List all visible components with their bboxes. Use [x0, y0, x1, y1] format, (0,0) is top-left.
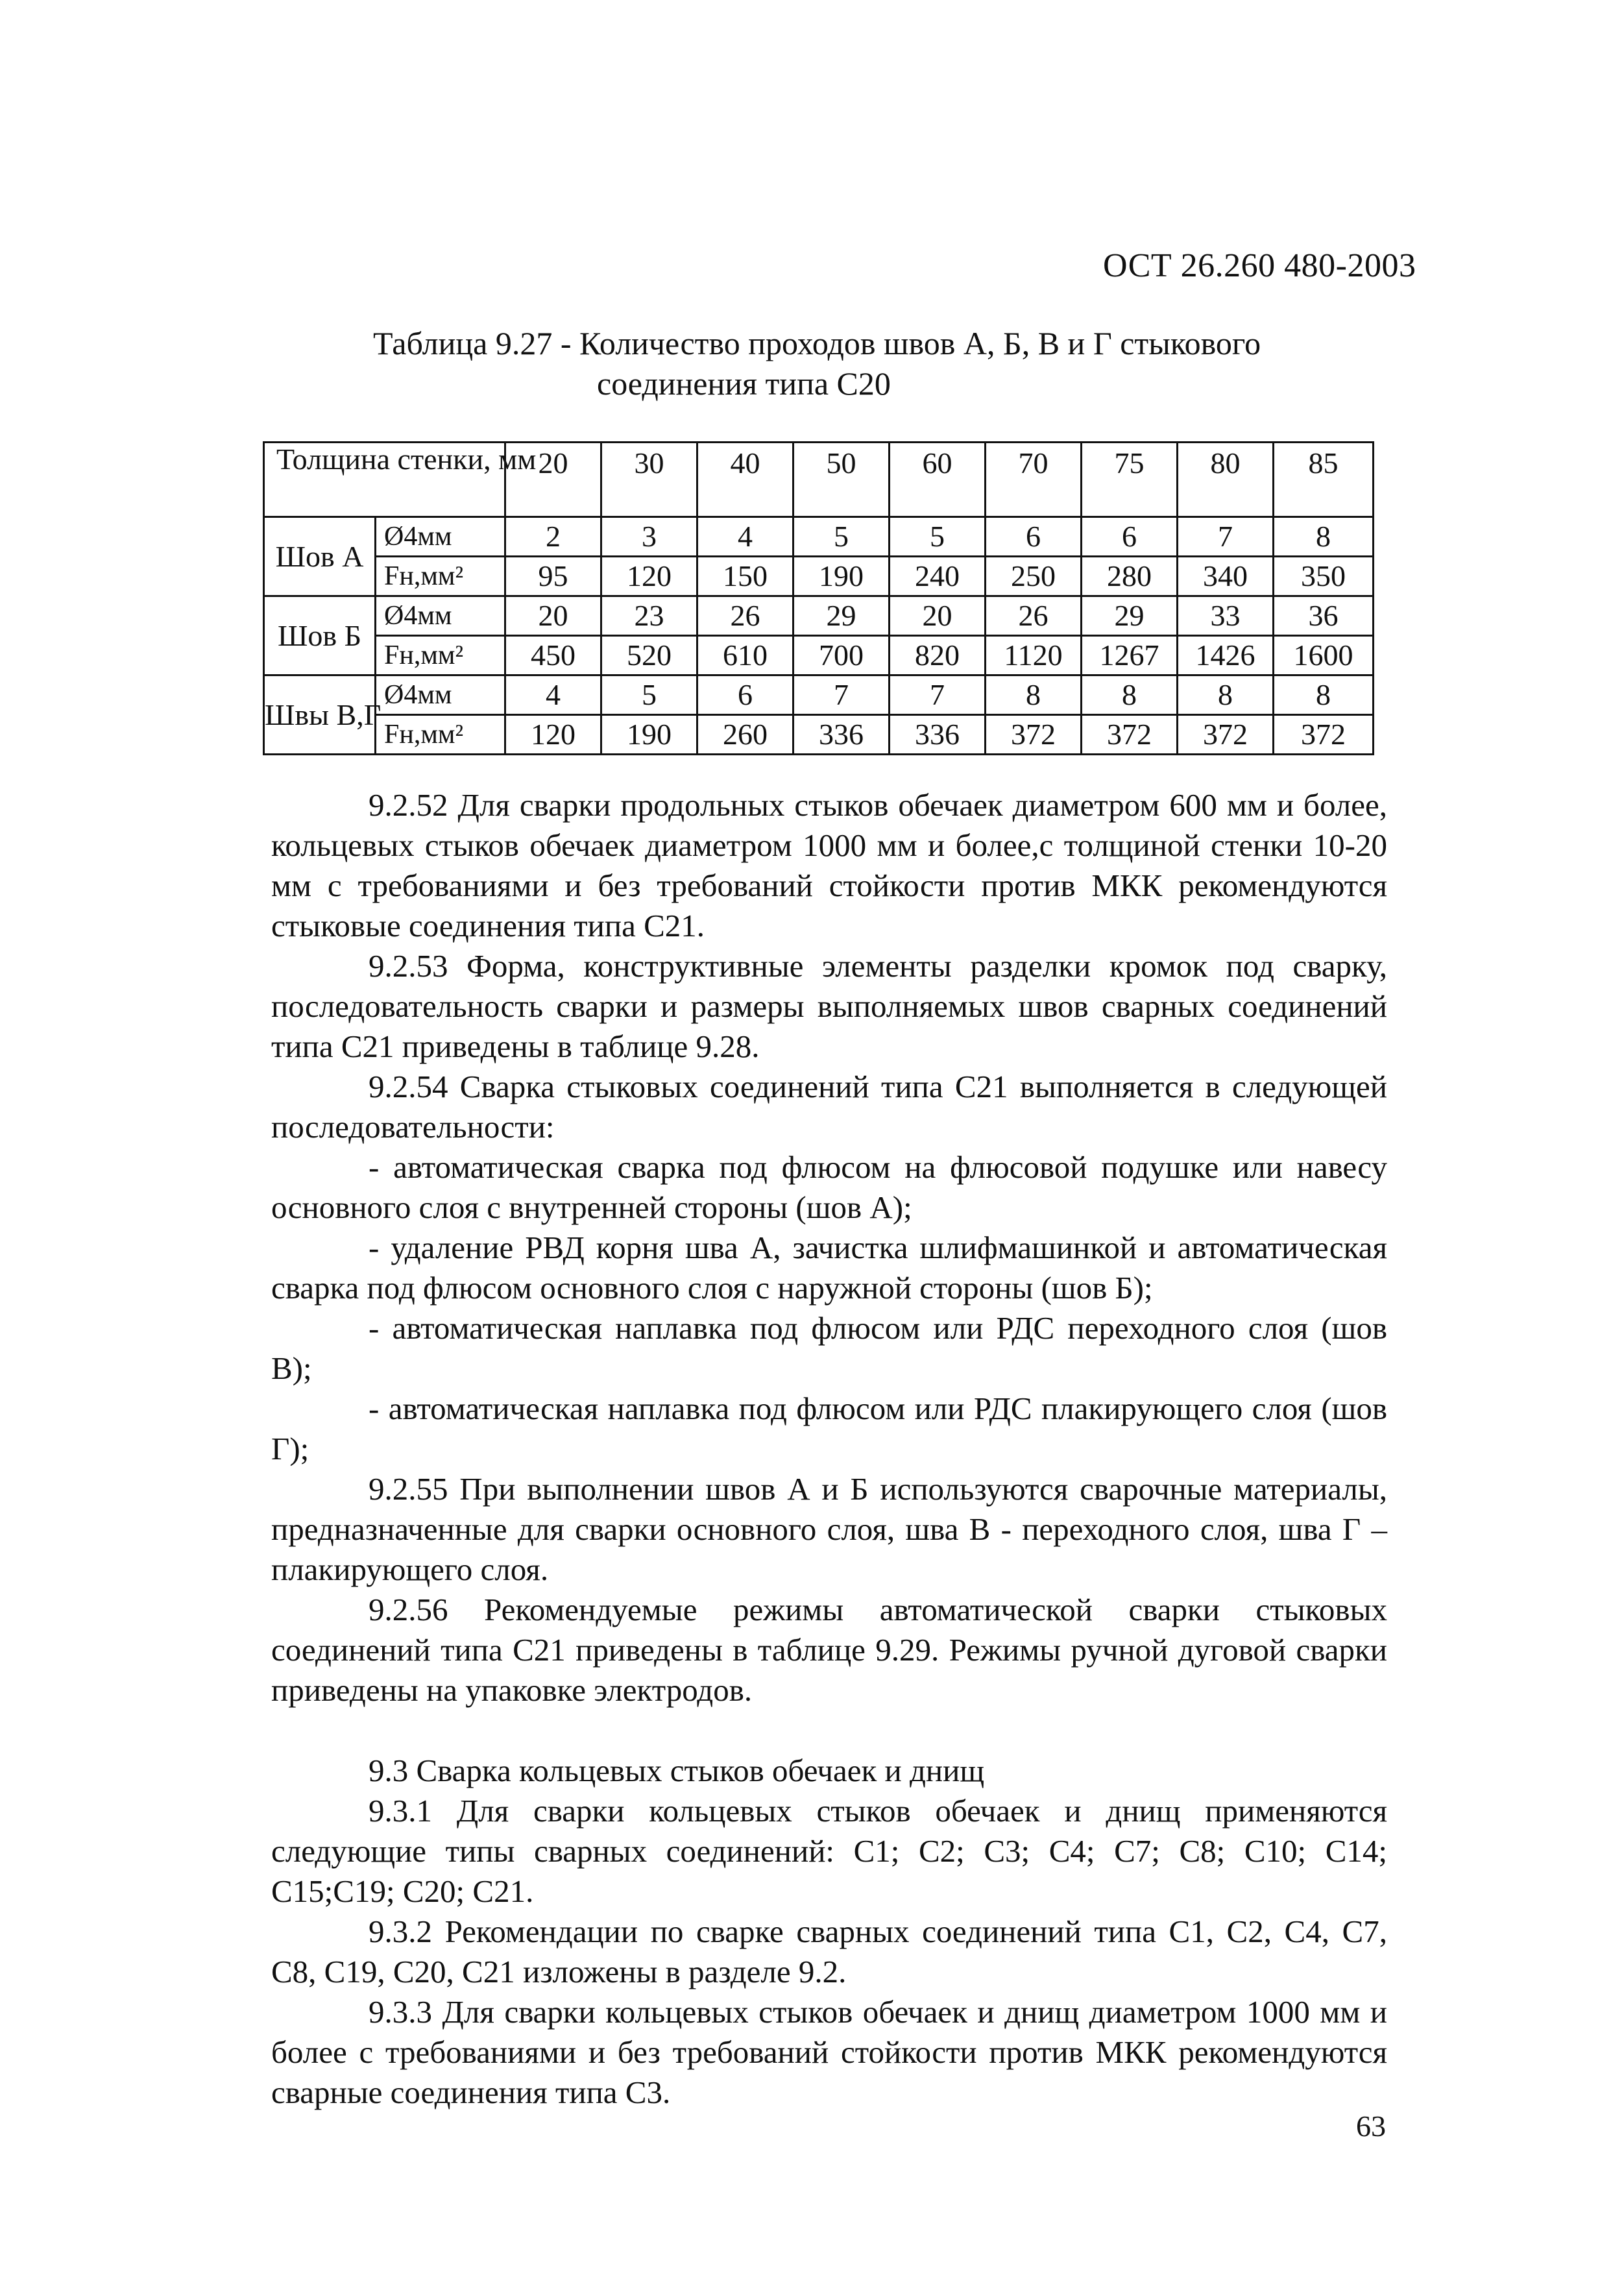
table-cell: 20	[505, 596, 601, 636]
table-row	[264, 636, 1374, 675]
table-cell: 2	[505, 517, 601, 557]
table-cell: 250	[986, 557, 1082, 596]
table-cell: 95	[505, 557, 601, 596]
paragraph-9-2-54: 9.2.54 Сварка стыковых соединений типа С21 выполняется в следующей последовательности:	[271, 1069, 1387, 1145]
paragraph-9-2-56: 9.2.56 Рекомендуемые режимы автоматической сварки стыковых соединений типа С21 приведены в таблице 9.29. Режимы ручной дуговой сварки приведены на упаковке электродов.	[271, 1592, 1387, 1708]
table-cell: 610	[697, 636, 794, 675]
table-cell: 372	[1178, 715, 1274, 755]
table-cell: 4	[505, 675, 601, 715]
thickness-value: 85	[1274, 443, 1374, 517]
table-caption	[373, 323, 1261, 404]
row-sub-label: Ø4мм	[376, 675, 505, 715]
table-cell: 1120	[986, 636, 1082, 675]
corner-label: Толщина стенки, мм	[264, 443, 505, 517]
table-row	[264, 715, 1374, 755]
table-cell: 260	[697, 715, 794, 755]
paragraph-9-3-1: 9.3.1 Для сварки кольцевых стыков обечаек и днищ применяются следующие типы сварных соединений: С1; С2; С3; С4; С7; С8; С10; С14; С15;С19; С20; С21.	[271, 1793, 1387, 1909]
table-cell: 336	[890, 715, 986, 755]
list-item: - автоматическая сварка под флюсом на флюсовой подушке или навесу основного слоя с внутренней стороны (шов А);	[271, 1149, 1387, 1225]
table-cell: 7	[794, 675, 890, 715]
table-cell: 372	[1082, 715, 1178, 755]
row-sub-label: Ø4мм	[376, 596, 505, 636]
list-item: - автоматическая наплавка под флюсом или РДС плакирующего слоя (шов Г);	[271, 1391, 1387, 1466]
table-cell: 8	[1274, 517, 1374, 557]
thickness-value: 70	[986, 443, 1082, 517]
table-cell: 26	[697, 596, 794, 636]
section-heading-9-3: 9.3 Сварка кольцевых стыков обечаек и днищ	[369, 1753, 985, 1788]
table-cell: 29	[1082, 596, 1178, 636]
table-row	[264, 517, 1374, 557]
table-row	[264, 557, 1374, 596]
table-cell: 36	[1274, 596, 1374, 636]
thickness-value: 20	[505, 443, 601, 517]
document-code: ОСТ 26.260 480-2003	[1103, 247, 1416, 284]
table-cell: 1267	[1082, 636, 1178, 675]
table-cell: 33	[1178, 596, 1274, 636]
table-cell: 336	[794, 715, 890, 755]
table-cell: 8	[1082, 675, 1178, 715]
table-cell: 350	[1274, 557, 1374, 596]
table-cell: 3	[601, 517, 697, 557]
table-cell: 150	[697, 557, 794, 596]
table-cell: 29	[794, 596, 890, 636]
table-cell: 23	[601, 596, 697, 636]
table-cell: 5	[601, 675, 697, 715]
table-cell: 280	[1082, 557, 1178, 596]
table-cell: 240	[890, 557, 986, 596]
table-cell: 190	[601, 715, 697, 755]
thickness-value: 40	[697, 443, 794, 517]
table-cell: 190	[794, 557, 890, 596]
table-cell: 700	[794, 636, 890, 675]
paragraph-9-2-52: 9.2.52 Для сварки продольных стыков обечаек диаметром 600 мм и более, кольцевых стыков обечаек диаметром 1000 мм и более,с толщиной стенки 10-20 мм с требованиями и без требований стойкости против МКК рекомендуются стыковые соединения типа С21.	[271, 787, 1387, 943]
body-text	[271, 785, 1387, 2113]
table-cell: 6	[697, 675, 794, 715]
table-row	[264, 675, 1374, 715]
table-cell: 372	[986, 715, 1082, 755]
table-cell: 520	[601, 636, 697, 675]
row-sub-label: Fн,мм²	[376, 557, 505, 596]
table-caption-line2: соединения типа С20	[597, 365, 891, 402]
list-item: - автоматическая наплавка под флюсом или РДС переходного слоя (шов В);	[271, 1310, 1387, 1386]
paragraph-9-2-55: 9.2.55 При выполнении швов А и Б используются сварочные материалы, предназначенные для сварки основного слоя, шва В - переходного слоя, шва Г – плакирующего слоя.	[271, 1471, 1387, 1587]
table-cell: 6	[1082, 517, 1178, 557]
passes-table	[263, 441, 1374, 755]
table-header-row	[264, 443, 1374, 517]
thickness-value: 50	[794, 443, 890, 517]
table-cell: 8	[1178, 675, 1274, 715]
table-cell: 20	[890, 596, 986, 636]
table-cell: 6	[986, 517, 1082, 557]
table-cell: 26	[986, 596, 1082, 636]
paragraph-9-3-2: 9.3.2 Рекомендации по сварке сварных соединений типа С1, С2, С4, С7, С8, С19, С20, С21 изложены в разделе 9.2.	[271, 1914, 1387, 1989]
table-cell: 5	[794, 517, 890, 557]
table-cell: 5	[890, 517, 986, 557]
paragraph-9-3-3: 9.3.3 Для сварки кольцевых стыков обечаек и днищ диаметром 1000 мм и более с требованиями и без требований стойкости против МКК рекомендуются сварные соединения типа С3.	[271, 1994, 1387, 2110]
table-cell: 372	[1274, 715, 1374, 755]
page-number: 63	[1356, 2110, 1386, 2143]
thickness-value: 60	[890, 443, 986, 517]
row-group-label: Шов Б	[264, 596, 376, 675]
table-cell: 450	[505, 636, 601, 675]
table-cell: 8	[986, 675, 1082, 715]
table-cell: 1426	[1178, 636, 1274, 675]
table-cell: 8	[1274, 675, 1374, 715]
row-sub-label: Fн,мм²	[376, 636, 505, 675]
table-cell: 820	[890, 636, 986, 675]
table-cell: 7	[1178, 517, 1274, 557]
row-sub-label: Ø4мм	[376, 517, 505, 557]
table-cell: 120	[601, 557, 697, 596]
table-cell: 7	[890, 675, 986, 715]
table-row	[264, 596, 1374, 636]
row-group-label: Швы В,Г	[264, 675, 376, 755]
thickness-value: 80	[1178, 443, 1274, 517]
thickness-value: 75	[1082, 443, 1178, 517]
table-caption-line1: Таблица 9.27 - Количество проходов швов А, Б, В и Г стыкового	[373, 325, 1261, 361]
paragraph-9-2-53: 9.2.53 Форма, конструктивные элементы разделки кромок под сварку, последовательность сварки и размеры выполняемых швов сварных соединений типа С21 приведены в таблице 9.28.	[271, 948, 1387, 1064]
table-cell: 4	[697, 517, 794, 557]
table-cell: 340	[1178, 557, 1274, 596]
table-cell: 120	[505, 715, 601, 755]
table-cell: 1600	[1274, 636, 1374, 675]
row-group-label: Шов А	[264, 517, 376, 596]
list-item: - удаление РВД корня шва А, зачистка шлифмашинкой и автоматическая сварка под флюсом основного слоя с наружной стороны (шов Б);	[271, 1230, 1387, 1306]
thickness-value: 30	[601, 443, 697, 517]
row-sub-label: Fн,мм²	[376, 715, 505, 755]
